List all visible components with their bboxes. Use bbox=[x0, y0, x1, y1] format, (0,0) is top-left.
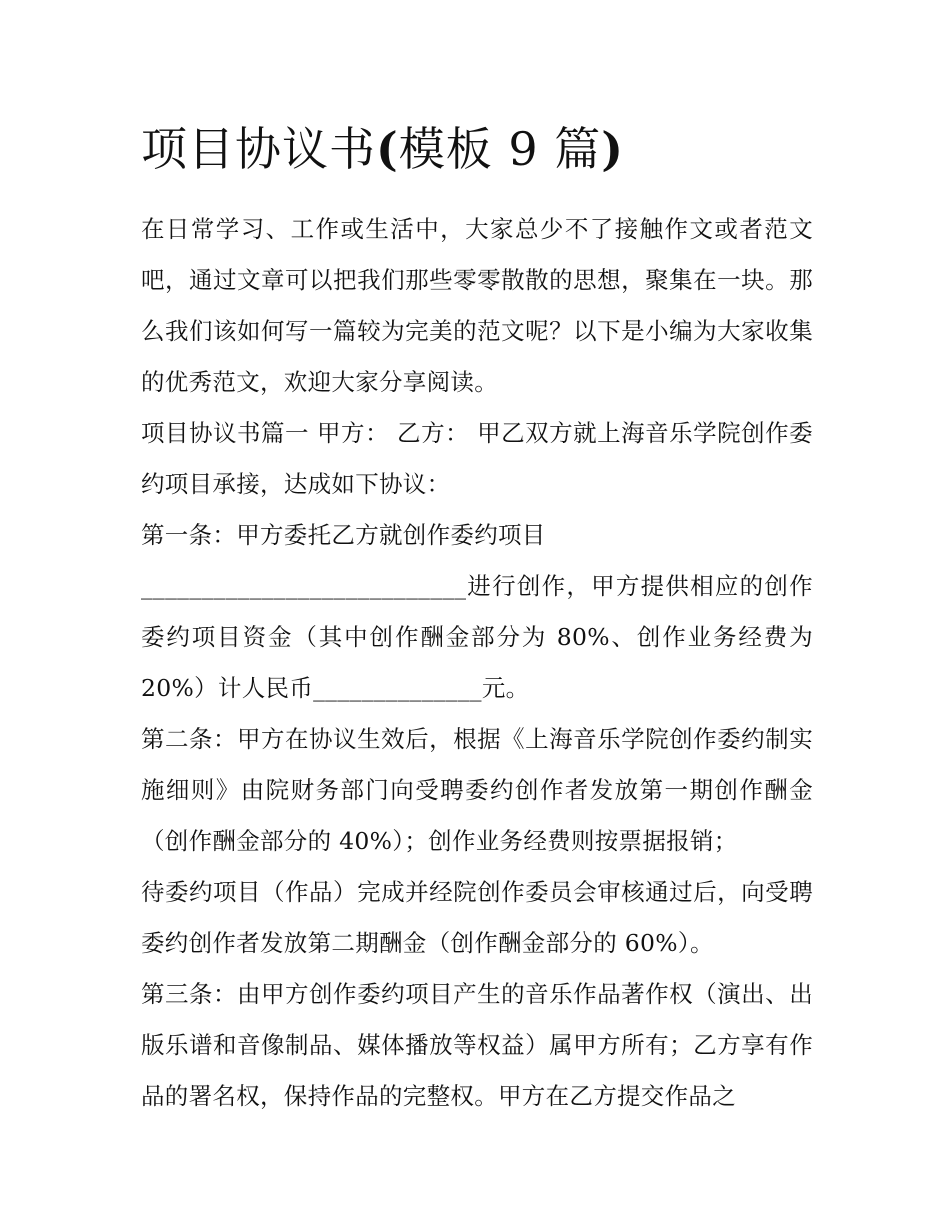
article-two-paragraph: 第二条：甲方在协议生效后，根据《上海音乐学院创作委约制实施细则》由院财务部门向受聘委约创作者发放第一期创作酬金（创作酬金部分的 40%）；创作业务经费则按票据报销； bbox=[141, 725, 813, 855]
title-open-paren: ( bbox=[376, 122, 399, 176]
article-two-continued: 待委约项目（作品）完成并经院创作委员会审核通过后，向受聘委约创作者发放第二期酬金（创作酬金部分的 60%）。 bbox=[141, 878, 813, 957]
title-count-word: 篇 bbox=[554, 122, 602, 176]
article-one-body: ___________________________进行创作，甲方提供相应的创作委约项目资金（其中创作酬金部分为 80%、创作业务经费为 20%）计人民币______________元。 bbox=[141, 572, 813, 702]
title-template: 模板 9 bbox=[398, 122, 555, 176]
article-one-heading: 第一条：甲方委托乙方就创作委约项目 bbox=[141, 521, 546, 549]
article-three-paragraph: 第三条：由甲方创作委约项目产生的音乐作品著作权（演出、出版乐谱和音像制品、媒体播放等权益）属甲方所有；乙方享有作品的署名权，保持作品的完整权。甲方在乙方提交作品之 bbox=[141, 980, 813, 1110]
title-main: 项目协议书 bbox=[141, 122, 376, 176]
document-title bbox=[141, 116, 813, 182]
title-close-paren: ) bbox=[601, 122, 625, 176]
intro-paragraph: 在日常学习、工作或生活中，大家总少不了接触作文或者范文吧，通过文章可以把我们那些零零散散的思想，聚集在一块。那么我们该如何写一篇较为完美的范文呢？以下是小编为大家收集的优秀范文，欢迎大家分享阅读。 bbox=[141, 215, 813, 396]
agreement-header-paragraph: 项目协议书篇一 甲方： 乙方： 甲乙双方就上海音乐学院创作委约项目承接，达成如下协议： bbox=[141, 419, 813, 498]
document-body bbox=[141, 116, 813, 1122]
